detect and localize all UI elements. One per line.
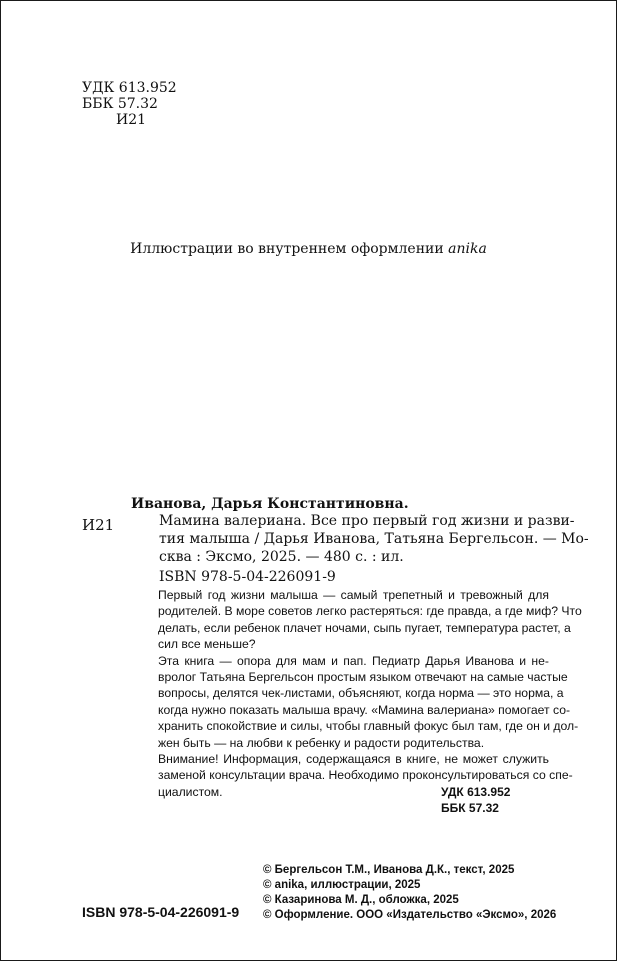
- isbn-biblio: ISBN 978-5-04-226091-9: [159, 569, 336, 585]
- copyright-line: © Бергельсон Т.М., Иванова Д.К., текст, 2025: [263, 864, 515, 876]
- bibliographic-description: [159, 512, 589, 566]
- udk-code: УДК 613.952: [441, 785, 511, 799]
- illustrations-credit: [1, 240, 616, 258]
- biblio-line: сква : Эксмо, 2025. — 480 с. : ил.: [159, 549, 404, 565]
- classification-block-bottom: [441, 784, 548, 816]
- copyright-line: © Казаринова М. Д., обложка, 2025: [263, 894, 459, 906]
- annotation-paragraph: Внимание! Информация, содержащаяся в книге, не может служить заменой консультации врача. Необходимо проконсультироваться со спе- циалистом.: [158, 752, 573, 799]
- author-mark-left: И21: [82, 516, 115, 534]
- author-mark: И21: [116, 112, 147, 128]
- bbk-code: ББК 57.32: [82, 96, 158, 112]
- udk-code: УДК 613.952: [82, 80, 177, 96]
- isbn-bottom: ISBN 978-5-04-226091-9: [82, 904, 240, 920]
- illustrator-name: anika: [448, 241, 487, 257]
- classification-block-top: [82, 80, 177, 128]
- illustrations-text: Иллюстрации во внутреннем оформлении: [130, 241, 449, 257]
- annotation-paragraph: Первый год жизни малыша — самый трепетный и тревожный для родителей. В море советов легко растеряться: где правда, а где миф? Что делать, если ребенок плачет ночами, сыпь пугает, температура растет, а сил все меньше?: [158, 588, 582, 652]
- annotation: [131, 587, 582, 800]
- bbk-code: ББК 57.32: [441, 801, 499, 815]
- copyright-line: © anika, иллюстрации, 2025: [263, 879, 421, 891]
- annotation-paragraph: Эта книга — опора для мам и пап. Педиатр Дарья Иванова и не- вролог Татьяна Бергельсон простым языком отвечают на самые частые вопросы, делятся чек-листами, объясняют, когда норма — это норма, а когда нужно показать малыша врачу. «Мамина валериана» помогает со- хранить спокойствие и силы, чтобы главный фокус был там, где он и дол- жен быть — на любви к ребенку и радости родительства.: [158, 653, 579, 750]
- copyright-notices: [263, 863, 556, 923]
- copyright-line: © Оформление. ООО «Издательство «Эксмо», 2026: [263, 909, 557, 921]
- biblio-line: Мамина валериана. Все про первый год жизни и разви-: [159, 513, 575, 529]
- biblio-line: тия малыша / Дарья Иванова, Татьяна Бергельсон. — Мо-: [159, 531, 589, 547]
- author-heading: Иванова, Дарья Константиновна.: [131, 496, 409, 512]
